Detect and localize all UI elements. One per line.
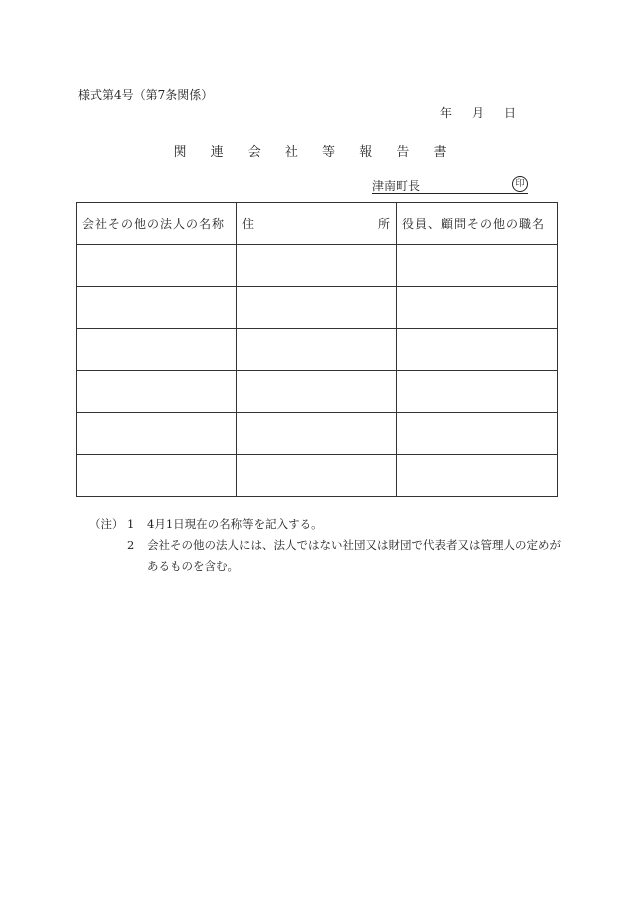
cell-position[interactable] <box>397 455 558 497</box>
cell-position[interactable] <box>397 413 558 455</box>
notes-label: （注） <box>89 517 124 531</box>
cell-address[interactable] <box>237 245 397 287</box>
form-number: 様式第4号（第7条関係） <box>78 88 214 102</box>
header-address <box>237 203 397 245</box>
year-label: 年 <box>440 106 453 120</box>
notes-section <box>89 514 567 577</box>
cell-company-name[interactable] <box>77 245 237 287</box>
table-header-row <box>77 203 558 245</box>
note-number: 1 <box>127 517 135 531</box>
note-text: 4月1日現在の名称等を記入する。 <box>147 517 323 531</box>
cell-company-name[interactable] <box>77 329 237 371</box>
note-text: 会社その他の法人には、法人ではない社団又は財団で代表者又は管理人の定めがあるものを含む。 <box>147 538 561 573</box>
table-row <box>77 329 558 371</box>
header-company-name: 会社その他の法人の名称 <box>77 203 237 245</box>
cell-position[interactable] <box>397 245 558 287</box>
cell-address[interactable] <box>237 371 397 413</box>
cell-address[interactable] <box>237 329 397 371</box>
note-number: 2 <box>127 538 135 552</box>
header-address-part2: 所 <box>377 217 391 231</box>
note-item-1 <box>89 514 567 535</box>
date-line <box>440 104 516 121</box>
cell-company-name[interactable] <box>77 371 237 413</box>
note-item-2 <box>89 535 567 577</box>
table-row <box>77 413 558 455</box>
table-row <box>77 455 558 497</box>
cell-address[interactable] <box>237 455 397 497</box>
day-label: 日 <box>504 106 517 120</box>
report-table <box>76 202 558 497</box>
cell-position[interactable] <box>397 329 558 371</box>
page-title: 関 連 会 社 等 報 告 書 <box>173 145 457 160</box>
cell-company-name[interactable] <box>77 455 237 497</box>
addressee-line <box>372 177 528 194</box>
header-address-part1: 住 <box>242 217 256 231</box>
addressee-name: 津南町長 <box>372 179 421 193</box>
table-row <box>77 371 558 413</box>
cell-company-name[interactable] <box>77 413 237 455</box>
seal-icon: 印 <box>512 176 528 192</box>
cell-position[interactable] <box>397 287 558 329</box>
cell-company-name[interactable] <box>77 287 237 329</box>
header-position: 役員、顧問その他の職名 <box>397 203 558 245</box>
cell-position[interactable] <box>397 371 558 413</box>
cell-address[interactable] <box>237 413 397 455</box>
table-row <box>77 287 558 329</box>
month-label: 月 <box>472 106 485 120</box>
cell-address[interactable] <box>237 287 397 329</box>
table-row <box>77 245 558 287</box>
